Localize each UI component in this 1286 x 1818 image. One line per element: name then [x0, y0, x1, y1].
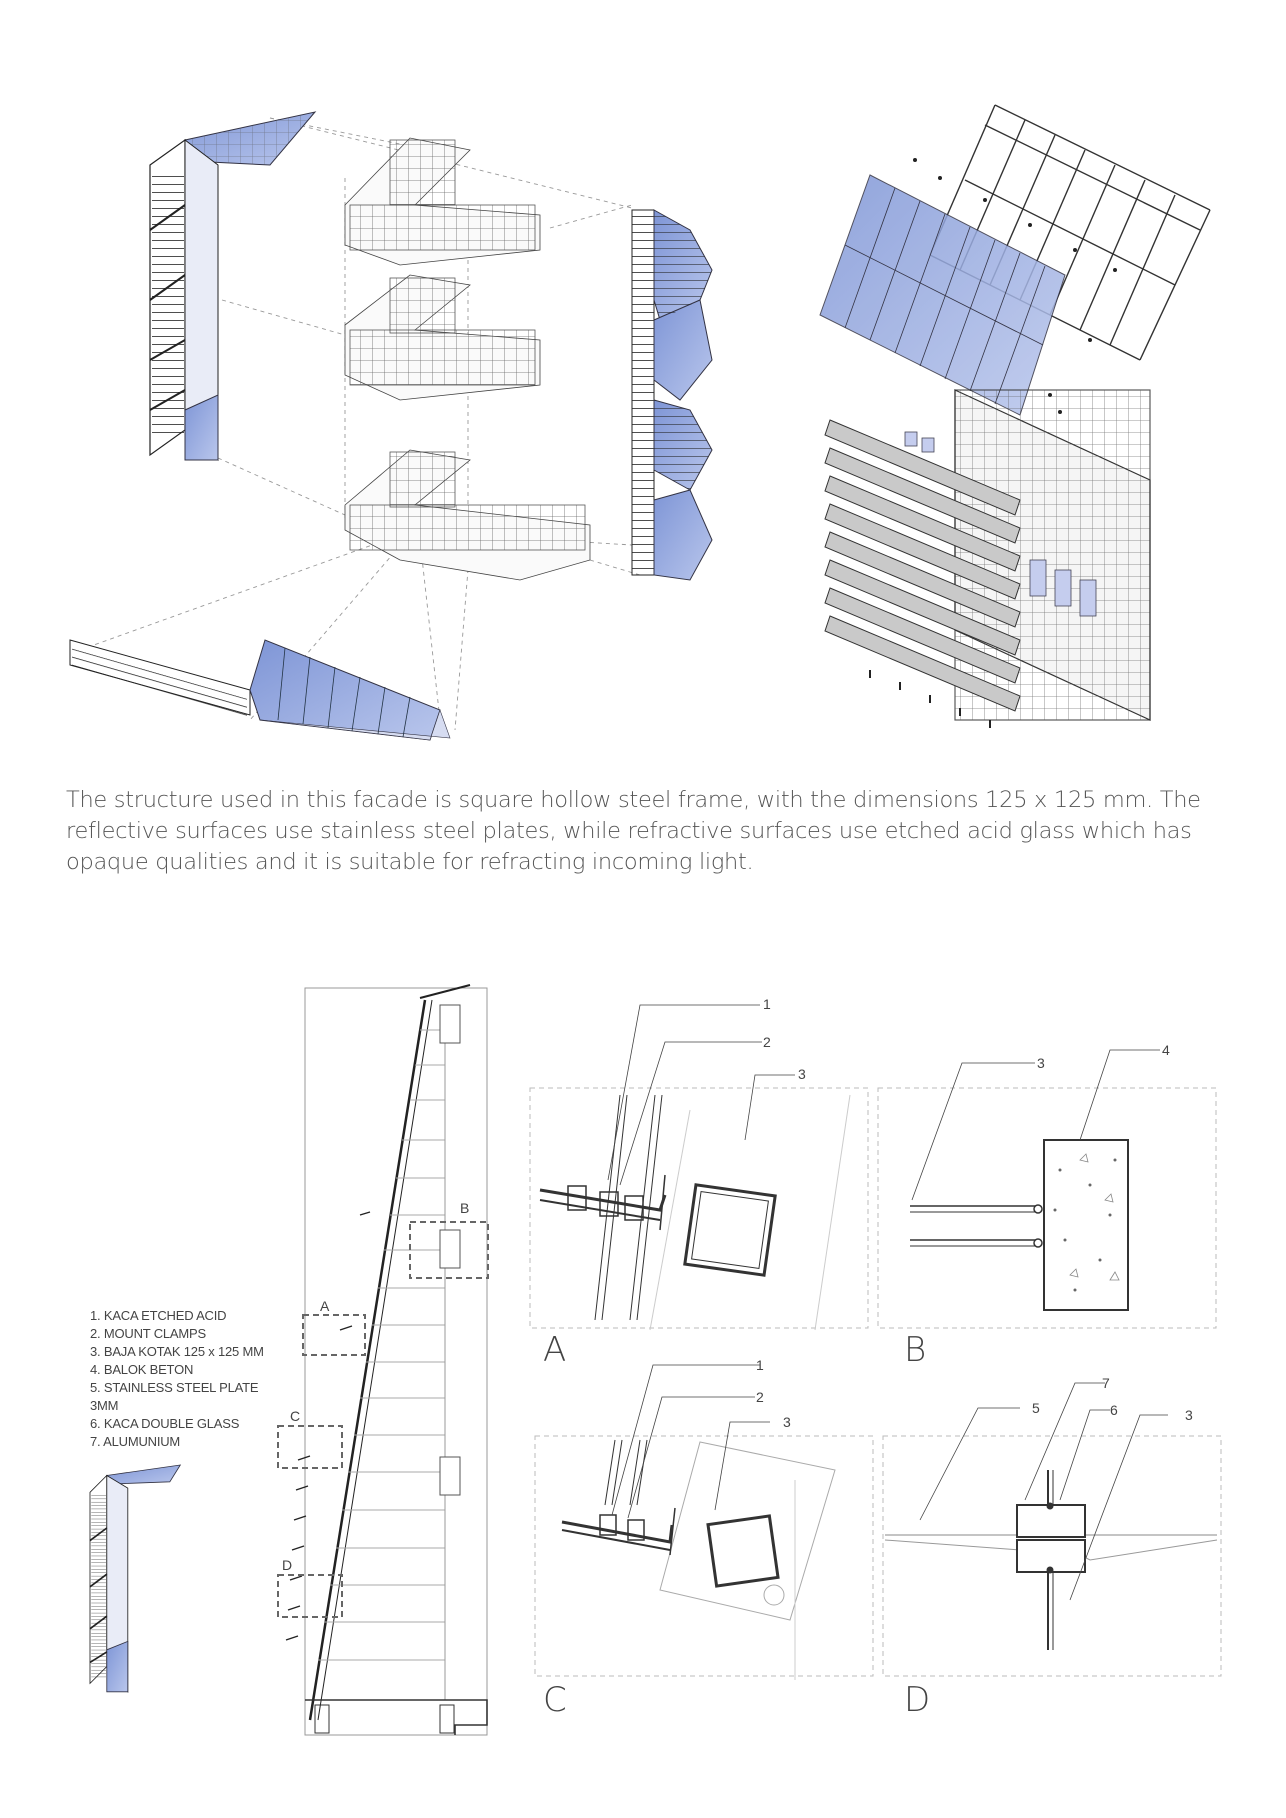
callout-d-6: 6 — [1110, 1402, 1118, 1418]
detail-label-a: A — [543, 1330, 567, 1370]
legend-item: 4. BALOK BETON — [90, 1362, 194, 1377]
exploded-axonometric — [70, 112, 712, 740]
legend-item: 1. KACA ETCHED ACID — [90, 1308, 227, 1323]
callout-c-1: 1 — [756, 1357, 764, 1373]
detail-label-b: B — [904, 1330, 927, 1370]
exploded-panel-assembly — [820, 105, 1210, 728]
callout-c-2: 2 — [756, 1389, 764, 1405]
detail-a-drawing — [540, 1005, 850, 1330]
material-legend — [90, 1307, 264, 1451]
legend-item: 3MM — [90, 1398, 119, 1413]
callout-a-2: 2 — [763, 1034, 771, 1050]
section-mark-d: D — [282, 1557, 293, 1573]
detail-label-d: D — [904, 1680, 931, 1720]
wall-section — [278, 985, 488, 1735]
callout-d-5: 5 — [1032, 1400, 1040, 1416]
facade-thumbnail — [90, 1465, 180, 1692]
callout-b-4: 4 — [1162, 1042, 1170, 1058]
callout-d-7: 7 — [1102, 1375, 1110, 1391]
legend-item: 3. BAJA KOTAK 125 x 125 MM — [90, 1344, 264, 1359]
facade-description: The structure used in this facade is square hollow steel frame, with the dimensions 125 x 125 mm. The reflective surfaces use stainless steel plates, while refractive surfaces use etched acid glass which has opaque qualities and it is suitable for refracting incoming light. — [66, 787, 1201, 875]
west-facade-module — [150, 112, 315, 460]
east-facade-module — [632, 210, 712, 580]
callout-b-3: 3 — [1037, 1055, 1045, 1071]
section-mark-b: B — [460, 1200, 470, 1216]
legend-item: 6. KACA DOUBLE GLASS — [90, 1416, 240, 1431]
callout-d-3: 3 — [1185, 1407, 1193, 1423]
callout-c-3: 3 — [783, 1414, 791, 1430]
section-mark-c: C — [290, 1408, 301, 1424]
building-wireframe — [345, 138, 590, 580]
callout-a-3: 3 — [798, 1066, 806, 1082]
legend-item: 2. MOUNT CLAMPS — [90, 1326, 206, 1341]
legend-item: 5. STAINLESS STEEL PLATE — [90, 1380, 259, 1395]
section-mark-a: A — [320, 1298, 330, 1314]
detail-c-drawing — [562, 1365, 835, 1680]
legend-item: 7. ALUMUNIUM — [90, 1434, 181, 1449]
south-facade-module — [70, 640, 450, 740]
detail-d-drawing — [885, 1383, 1217, 1650]
section-callout-boxes — [278, 1222, 488, 1617]
callout-a-1: 1 — [763, 996, 771, 1012]
detail-label-c: C — [543, 1680, 567, 1720]
detail-b-drawing — [910, 1050, 1160, 1310]
